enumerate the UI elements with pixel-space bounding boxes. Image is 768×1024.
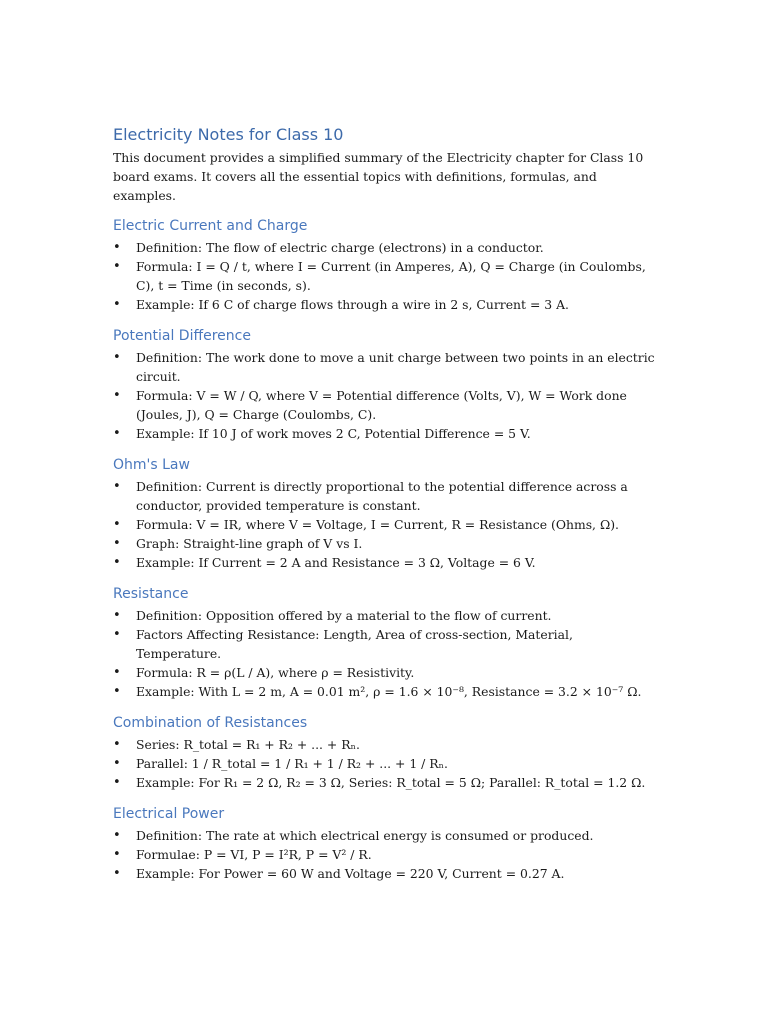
bullet-item: • Series: R_total = R₁ + R₂ + ... + Rₙ. xyxy=(113,735,658,754)
bullet-item: • Definition: Opposition offered by a material to the flow of current. xyxy=(113,606,658,625)
bullet-list xyxy=(113,606,658,701)
bullet-item: • Definition: The work done to move a unit charge between two points in an electric circuit. xyxy=(113,348,658,386)
section-heading: Electric Current and Charge xyxy=(113,218,308,234)
bullet-item: • Formula: R = ρ(L / A), where ρ = Resistivity. xyxy=(113,663,658,682)
bullet-list xyxy=(113,238,658,314)
section-heading: Resistance xyxy=(113,586,189,602)
section-heading: Ohm's Law xyxy=(113,457,190,473)
section-heading: Combination of Resistances xyxy=(113,715,308,731)
section-heading: Potential Difference xyxy=(113,328,251,344)
document-page xyxy=(113,124,658,895)
bullet-item: • Example: For Power = 60 W and Voltage = 220 V, Current = 0.27 A. xyxy=(113,864,658,883)
bullet-item: • Formula: I = Q / t, where I = Current (in Amperes, A), Q = Charge (in Coulombs, C), t = Time (in seconds, s). xyxy=(113,257,658,295)
bullet-item: • Example: If Current = 2 A and Resistance = 3 Ω, Voltage = 6 V. xyxy=(113,553,658,572)
bullet-list xyxy=(113,826,658,883)
document-title: Electricity Notes for Class 10 xyxy=(113,125,344,144)
sections-container xyxy=(113,216,658,883)
bullet-item: • Formula: V = W / Q, where V = Potential difference (Volts, V), W = Work done (Joules, J), Q = Charge (Coulombs, C). xyxy=(113,386,658,424)
bullet-item: • Definition: Current is directly proportional to the potential difference across a conductor, provided temperature is constant. xyxy=(113,477,658,515)
bullet-item: • Example: If 6 C of charge flows through a wire in 2 s, Current = 3 A. xyxy=(113,295,658,314)
bullet-list xyxy=(113,348,658,443)
bullet-item: • Example: For R₁ = 2 Ω, R₂ = 3 Ω, Series: R_total = 5 Ω; Parallel: R_total = 1.2 Ω. xyxy=(113,773,658,792)
bullet-item: • Example: If 10 J of work moves 2 C, Potential Difference = 5 V. xyxy=(113,424,658,443)
bullet-item: • Factors Affecting Resistance: Length, Area of cross-section, Material, Temperature. xyxy=(113,625,658,663)
bullet-item: • Definition: The flow of electric charge (electrons) in a conductor. xyxy=(113,238,658,257)
bullet-item: • Formulae: P = VI, P = I²R, P = V² / R. xyxy=(113,845,658,864)
bullet-list xyxy=(113,477,658,572)
bullet-item: • Parallel: 1 / R_total = 1 / R₁ + 1 / R₂ + ... + 1 / Rₙ. xyxy=(113,754,658,773)
bullet-item: • Definition: The rate at which electrical energy is consumed or produced. xyxy=(113,826,658,845)
bullet-item: • Example: With L = 2 m, A = 0.01 m², ρ = 1.6 × 10⁻⁸, Resistance = 3.2 × 10⁻⁷ Ω. xyxy=(113,682,658,701)
bullet-list xyxy=(113,735,658,792)
section-heading: Electrical Power xyxy=(113,806,225,822)
bullet-item: • Formula: V = IR, where V = Voltage, I = Current, R = Resistance (Ohms, Ω). xyxy=(113,515,658,534)
bullet-item: • Graph: Straight-line graph of V vs I. xyxy=(113,534,658,553)
intro-paragraph: This document provides a simplified summary of the Electricity chapter for Class 10 board exams. It covers all the essential topics with definitions, formulas, and examples. xyxy=(113,150,644,203)
